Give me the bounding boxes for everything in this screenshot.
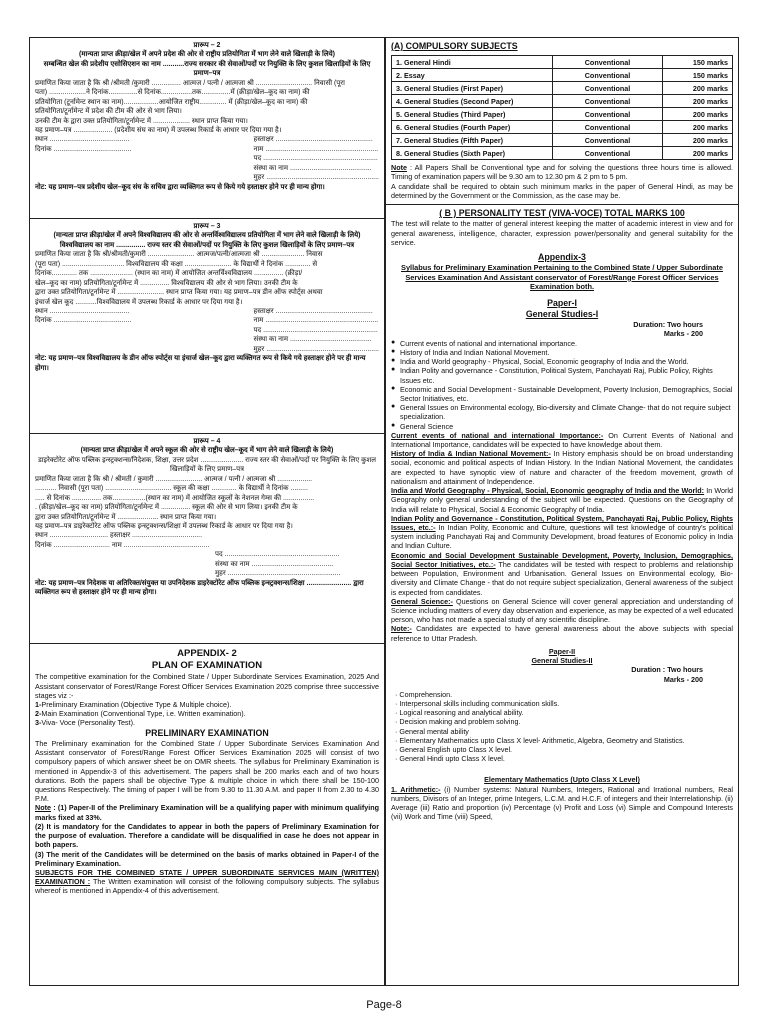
date-name-field: दिनांक ............................. नाम ............................................ bbox=[35, 541, 210, 549]
proforma-3-note: नोट: यह प्रमाण–पत्र विश्वविद्यालय के डीन ऑफ स्पोर्ट्स या इंचार्ज खेल–कूद द्वारा व्यक्तिगत रूप से किये गये हस्ताक्षर होने पर ही मान्य होगा। bbox=[35, 355, 366, 372]
body-line: द्वारा उक्त प्रतियोगिता/टूर्नामेन्ट में ..................... स्थान प्राप्त किया गया। bbox=[35, 513, 217, 521]
proforma-2-body bbox=[35, 79, 379, 136]
proforma-2-note: नोट: यह प्रमाण–पत्र प्रदेशीय खेल–कूद संघ के सचिव द्वारा व्यक्तिगत रूप से किये गये हस्ताक्षर होने पर ही मान्य होगा। bbox=[35, 183, 325, 191]
note-text: : (1) Paper-II of the Preliminary Examination will be a qualifying paper with minimum qualifying marks fixed at 33%. bbox=[35, 803, 379, 822]
subject-type: Conventional bbox=[553, 56, 663, 69]
topic-paragraph bbox=[391, 624, 733, 642]
personality-test-title bbox=[391, 208, 733, 219]
body-line: ........... निवासी (पूरा पता) .................................. स्कूल की कक्षा ............. के विद्यार्थी ने दिनांक ......... bbox=[35, 485, 308, 493]
proforma-4-box bbox=[30, 434, 384, 644]
topic-heading: General Science:- bbox=[391, 596, 453, 606]
subject-name: 2. Essay bbox=[392, 69, 553, 82]
signature-block bbox=[35, 135, 379, 182]
subject-row bbox=[392, 69, 733, 82]
signature-field: हस्ताक्षर .................................................. bbox=[253, 307, 373, 315]
proforma-3-body bbox=[35, 250, 379, 307]
appendix-3-section bbox=[386, 205, 738, 824]
body-line: प्रतियोगिता/टूर्नामेन्ट में प्रदेश की टीम की ओर से भाग लिया। bbox=[35, 108, 182, 116]
body-line: द्वारा उक्त प्रतियोगिता/टूर्नामेन्ट में ........................ स्थान प्राप्त किया गया। यह प्रमाण–पत्र डीन ऑफ स्पोर्ट्स अथवा bbox=[35, 289, 323, 297]
body-line: . (क्रीड़ा/खेल–कूद का नाम) प्रतियोगिता/टूर्नामेन्ट में ............... स्कूल की ओर से भाग लिया। इनकी टीम के bbox=[35, 504, 298, 512]
paper-2-topic-text: Comprehension. bbox=[399, 689, 453, 699]
compulsory-subjects-table bbox=[391, 55, 733, 160]
body-line: इंचार्ज खेल कूद ...........विश्वविद्यालय में उपलब्ध रिकार्ड के आधार पर दिया गया है। bbox=[35, 298, 243, 306]
paper-2-topic bbox=[391, 690, 733, 699]
subject-row bbox=[392, 121, 733, 134]
appendix-2-section bbox=[30, 644, 384, 900]
signature-block bbox=[35, 307, 379, 354]
topic-heading: Economic and Social Development Sustainable Development, Poverty, Inclusion, Demographics, Social Sector Initiatives, etc.:- bbox=[391, 550, 733, 569]
paper-2-topic-text: Elementary Mathematics upto Class X level- Arithmetic, Algebra, Geometry and Statistics. bbox=[399, 735, 685, 745]
personality-test-text: The test will relate to the matter of general interest keeping the matter of academic interest in view and for general awareness, intelligence, character, expression power/personality and general suitability for the service. bbox=[391, 219, 733, 247]
topic-heading: Current events of national and international Importance:- bbox=[391, 430, 604, 440]
body-line: खेल–कूद का नाम) प्रतियोगिता/टूर्नामेन्ट में ............... विश्वविद्यालय की ओर से भाग लिया। उनकी टीम के bbox=[35, 279, 298, 287]
seal-field: मुहर .......................................................... bbox=[215, 570, 341, 578]
topic-heading: Indian Polity and Governance - Constitution, Political System, Panchayati Raj, Public Policy, Rights Issues, etc.:- bbox=[391, 513, 733, 532]
institution-field: संस्था का नाम .......................................... bbox=[253, 336, 372, 344]
topic-paragraph bbox=[391, 486, 733, 514]
right-column bbox=[385, 37, 739, 986]
subject-marks: 200 marks bbox=[663, 121, 733, 134]
topic-paragraph bbox=[391, 514, 733, 551]
topic-bullet: ● History of India and Indian National Movement. bbox=[391, 348, 733, 357]
proforma-2-subheading: सम्बन्धित खेल की प्रदेशीय एसोसिएशन का नाम ...........राज्य सरकार की सेवाओं/पदों पर नियुक्ति के लिए कुशल खिलाड़ियों के लिए प्रमाण–पत्र bbox=[43, 60, 371, 78]
proforma-4-note: नोट: यह प्रमाण–पत्र निदेशक या अतिरिक्त/संयुक्त या उपनिदेशक डाइरेक्टोरेट ऑफ पब्लिक इन्स्ट्रक्शन्स/शिक्षा ....................... द्वारा व्यक्तिगत रूप से हस्ताक्षर होने पर ही मान्य होगा। bbox=[35, 579, 364, 596]
subject-type: Conventional bbox=[553, 95, 663, 108]
appendix-2-title: APPENDIX- 2 bbox=[177, 648, 237, 659]
paper-2-topic-text: General English upto Class X level. bbox=[399, 745, 513, 755]
paper-2-topic-text: General Hindi upto Class X level. bbox=[399, 754, 505, 764]
proforma-3-label: प्रारूप – 3 bbox=[193, 223, 221, 230]
subject-row bbox=[392, 56, 733, 69]
arithmetic-body: (i) Number systems: Natural Numbers, Integers, Rational and Irrational numbers, Real numbers, Divisors of an Integer, prime Integers, L.C.M. and H.C.F. of integers and their Interrelationship. (ii) Average (iii) Ratio and proportion (iv) Percentage (v) Profit and Loss (vi) Simple and Compound Interests (vii) Work and Time (viii) Speed, bbox=[391, 784, 733, 822]
stage-number: 3- bbox=[35, 718, 42, 728]
plan-of-examination-title: PLAN OF EXAMINATION bbox=[151, 660, 263, 672]
subjects-text: The Written examination will consist of the following compulsory subjects. The syllabus whereof is mentioned in Appendix-4 of this advertisement. bbox=[35, 877, 379, 896]
place-date bbox=[35, 307, 131, 354]
paper-2-topic bbox=[391, 745, 733, 754]
preliminary-note-3: (3) The merit of the Candidates will be determined on the basis of marks obtained in Paper-I of the Preliminary Examination. bbox=[35, 849, 379, 868]
note-label: Note bbox=[391, 163, 407, 173]
dash-marker: · bbox=[395, 745, 400, 755]
appendix-2-intro: The competitive examination for the Combined State / Upper Subordinate Services Examination, 2025 And Assistant conservator of Forest/Range Forest Officer Services Examination 2025 comprise three successive stages viz :- bbox=[35, 672, 379, 700]
subject-name: 7. General Studies (Fifth Paper) bbox=[392, 134, 553, 147]
subject-type: Conventional bbox=[553, 108, 663, 121]
body-line: (पूरा पता) ................................ विश्वविद्यालय की कक्षा ........................ के विद्यार्थी ने दिनांक ............. से bbox=[35, 260, 318, 268]
proforma-3-heading: (मान्यता प्राप्त क्रीड़ा/खेल में अपने विश्वविद्यालय की ओर से अन्तर्विश्वविद्यालय प्रतियोगिता में भाग लेने वाले खिलाड़ी के लिये) bbox=[53, 232, 361, 240]
subject-name: 8. General Studies (Sixth Paper) bbox=[392, 147, 553, 160]
body-line: पता) ...................ने दिनांक...............से दिनांक................तक...............में (क्रीड़ा/खेल–कूद का नाम) की bbox=[35, 89, 310, 97]
subject-type: Conventional bbox=[553, 69, 663, 82]
date-field: दिनांक ........................................ bbox=[35, 317, 132, 325]
body-line: उनकी टीम के द्वारा उक्त प्रतियोगिता/टूर्नामेन्ट में ................... स्थान प्राप्त किया गया। bbox=[35, 117, 248, 125]
topic-heading: History of India & Indian National Movement:- bbox=[391, 449, 551, 459]
name-field: नाम .......................................................... bbox=[253, 317, 379, 325]
paper-2-topic bbox=[391, 708, 733, 717]
paper-2-topic bbox=[391, 754, 733, 763]
note-label: Note bbox=[35, 803, 51, 813]
elementary-maths-title: Elementary Mathematics (Upto Class X Level) bbox=[484, 775, 640, 785]
topic-heading: Note:- bbox=[391, 624, 412, 634]
date-field: दिनांक ........................................ bbox=[35, 145, 132, 153]
designation-field: पद ........................................................... bbox=[253, 155, 378, 163]
subject-type: Conventional bbox=[553, 82, 663, 95]
dash-marker: · bbox=[395, 717, 400, 727]
paper-1-topic-list bbox=[391, 339, 733, 431]
paper-2-topic-text: Decision making and problem solving. bbox=[399, 717, 521, 727]
dash-marker: · bbox=[395, 689, 400, 699]
compulsory-note bbox=[391, 163, 733, 181]
general-studies-2-title: General Studies-II bbox=[531, 656, 593, 666]
seal-field: मुहर .......................................................... bbox=[253, 345, 379, 353]
body-line: यह प्रमाण–पत्र .................... (प्रदेशीय संघ का नाम) में उपलब्ध रिकार्ड के आधार पर दिया गया है। bbox=[35, 126, 282, 134]
stage-item bbox=[35, 709, 379, 718]
body-line: प्रतियोगिता (टूर्नामेन्ट स्थान का नाम)..................आयोजित राष्ट्रीय.............. में (क्रीड़ा/खेल–कूद का नाम) की bbox=[35, 98, 308, 106]
topic-paragraph bbox=[391, 551, 733, 597]
general-studies-1-title: General Studies-I bbox=[525, 308, 599, 319]
paper-2-topic bbox=[391, 717, 733, 726]
topic-paragraph bbox=[391, 449, 733, 486]
subject-row bbox=[392, 108, 733, 121]
stage-text: Viva- Voce (Personality Test). bbox=[41, 718, 136, 728]
subject-marks: 200 marks bbox=[663, 95, 733, 108]
subject-name: 3. General Studies (First Paper) bbox=[392, 82, 553, 95]
stage-item bbox=[35, 718, 379, 727]
place-field: स्थान ......................................... bbox=[35, 307, 130, 315]
stage-item bbox=[35, 700, 379, 709]
proforma-4-heading: (मान्यता प्राप्त क्रीड़ा/खेल में अपने स्कूल की ओर से राष्ट्रीय खेल–कूद में भाग लेने वाले खिलाड़ी के लिये) bbox=[80, 447, 334, 455]
institution-field: संस्था का नाम .......................................... bbox=[215, 560, 334, 568]
place-signature-field: स्थान .............................. हस्ताक्षर .................................... bbox=[35, 532, 203, 540]
subjects-heading: SUBJECTS FOR THE COMBINED STATE / UPPER SUBORDINATE SERVICES MAIN (WRITTEN) EXAMINATION : bbox=[35, 867, 379, 887]
compulsory-note-2: A candidate shall be required to obtain such minimum marks in the paper of General Hindi, as may be determined by the Government or the Commission, as the case may be. bbox=[391, 181, 733, 200]
body-line: प्रमाणित किया जाता है कि श्री /श्रीमती /कुमारी ............... आत्मज / पत्नी / आत्मजा श्री ............................. निवासी (पूरा bbox=[35, 79, 345, 87]
institution-field: संस्था का नाम .......................................... bbox=[253, 164, 372, 172]
subject-marks: 200 marks bbox=[663, 82, 733, 95]
preliminary-exam-title: PRELIMINARY EXAMINATION bbox=[145, 727, 269, 738]
topic-text: Questions on General Science will cover general appreciation and understanding of Science including matters of every day observation and experience, as may be expected of a well educated person, who has not made a special study of any scientific discipline. bbox=[391, 596, 733, 625]
subject-row bbox=[392, 82, 733, 95]
paper-1-title: Paper-I bbox=[547, 297, 577, 308]
proforma-2-label: प्रारूप – 2 bbox=[193, 42, 221, 49]
subject-marks: 200 marks bbox=[663, 147, 733, 160]
paper-2-marks: Marks - 200 bbox=[663, 674, 703, 684]
paper-1-topic-details bbox=[391, 431, 733, 643]
topic-heading: India and World Geography - Physical, Social, Economic geography of India and the World: bbox=[391, 486, 705, 496]
note-text: : All Papers Shall be Conventional type and for solving the questions three hours time is allowed. Timing of examination papers will be 9.30 am to 12.30 pm & 2 pm to 5 pm. bbox=[391, 163, 733, 182]
subject-marks: 150 marks bbox=[663, 69, 733, 82]
compulsory-subjects-section bbox=[386, 38, 738, 205]
proforma-4-label: प्रारूप – 4 bbox=[193, 438, 221, 445]
topic-bullet: ● Current events of national and international importance. bbox=[391, 339, 733, 348]
compulsory-subjects-title: (A) COMPULSORY SUBJECTS bbox=[391, 41, 518, 51]
name-field: नाम .......................................................... bbox=[253, 145, 379, 153]
topic-text: In History emphasis should be on broad understanding social, economic and political aspects of Indian History. In the Indian National Movement, the candidates are expected to have synoptic view of nature and character of the freedom movement, growth of nationalism and attainment of Independence. bbox=[391, 449, 734, 486]
paper-2-topic-text: General mental ability bbox=[399, 726, 469, 736]
subject-name: 6. General Studies (Fourth Paper) bbox=[392, 121, 553, 134]
stage-number: 1- bbox=[35, 699, 42, 709]
paper-2-title: Paper-II bbox=[548, 646, 576, 656]
topic-bullet: ● Indian Polity and governance - Constitution, Political System, Panchayati Raj, Public Policy, Rights Issues etc. bbox=[391, 366, 733, 384]
topic-text: Candidates are expected to have general awareness about the above subjects with special reference to Uttar Pradesh. bbox=[391, 624, 733, 643]
topic-bullet: ● General Issues on Environmental ecology, Bio-diversity and Climate Change- that do not require subject specialization. bbox=[391, 403, 733, 421]
place-date bbox=[35, 531, 379, 550]
designation-field: पद ........................................................... bbox=[253, 326, 378, 334]
proforma-4-subheading: डाइरेक्टोरेट ऑफ पब्लिक इन्स्ट्रक्शन्स/निदेशक, शिक्षा, उत्तर प्रदेश ...................... राज्य स्तर की सेवाओं/पदों पर नियुक्ति के लिए कुशल खिलाड़ियों के लिए प्रमाण–पत्र bbox=[37, 456, 377, 474]
signatory-fields bbox=[253, 135, 379, 182]
subject-row bbox=[392, 95, 733, 108]
appendix-3-subtitle: Syllabus for Preliminary Examination Pertaining to the Combined State / Upper Subordinate Services Examination And Assistant conservator of Forest/Range Forest Officer Services Examination both. bbox=[401, 263, 723, 292]
paper-2-topic bbox=[391, 727, 733, 736]
body-line: ..... से दिनांक ............... तक.................(स्थान का नाम) में आयोजित स्कूलों के नेशनल गेम्स की ................ bbox=[35, 494, 315, 502]
dash-marker: · bbox=[395, 735, 400, 745]
paper-2-topic bbox=[391, 699, 733, 708]
subject-name: 4. General Studies (Second Paper) bbox=[392, 95, 553, 108]
personality-test-title-text: ( B ) PERSONALITY TEST (VIVA-VOCE) TOTAL MARKS 100 bbox=[439, 208, 685, 219]
paper-2-topic bbox=[391, 736, 733, 745]
paper-1-duration: Duration: Two hours bbox=[633, 320, 703, 330]
topic-paragraph bbox=[391, 431, 733, 449]
subject-type: Conventional bbox=[553, 134, 663, 147]
signature-field: हस्ताक्षर .................................................. bbox=[253, 136, 373, 144]
dash-marker: · bbox=[395, 754, 400, 764]
proforma-2-box bbox=[30, 38, 384, 219]
proforma-2-heading: (मान्यता प्राप्त क्रीड़ा/खेल में अपने प्रदेश की ओर से राष्ट्रीय प्रतियोगिता में भाग लेने वाले खिलाड़ी के लिये) bbox=[78, 51, 335, 59]
subject-row bbox=[392, 134, 733, 147]
subject-type: Conventional bbox=[553, 121, 663, 134]
signatory-fields bbox=[253, 307, 379, 354]
body-line: प्रमाणित किया जाता है कि श्री / श्रीमती / कुमारी ........................ आत्मज / पत्नी / आत्मजा श्री .................. bbox=[35, 475, 313, 483]
topic-bullet: ● India and World geography - Physical, Social, Economic geography of India and the World. bbox=[391, 357, 733, 366]
proforma-3-box bbox=[30, 219, 384, 434]
topic-text: The candidates will be tested with respect to problems and relationship between Population, Environment and Urbanisation. General Issues on Environmental ecology, Bio-diversity and Climate Change - that do not require subject specialization, General awareness of the subject is expected from candidates. bbox=[391, 559, 734, 597]
stage-text: Preliminary Examination (Objective Type & Multiple choice). bbox=[41, 699, 232, 709]
subject-name: 5. General Studies (Third Paper) bbox=[392, 108, 553, 121]
paper-2-topic-text: Logical reasoning and analytical ability. bbox=[399, 708, 524, 718]
main-exam-subjects bbox=[35, 868, 379, 896]
body-line: प्रमाणित किया जाता है कि श्री/श्रीमती/कुमारी ........................ आत्मज/पत्नी/आत्मजा श्री ...................... निवास bbox=[35, 251, 323, 259]
paper-1-marks: Marks - 200 bbox=[663, 329, 703, 339]
topic-bullet: ● Economic and Social Development - Sustainable Development, Poverty Inclusion, Demographics, Social Sector Initiatives, etc. bbox=[391, 385, 733, 403]
stage-number: 2- bbox=[35, 709, 42, 719]
body-line: यह प्रमाण–पत्र डाइरेक्टोरेट ऑफ पब्लिक इन्स्ट्रक्शन्स/शिक्षा में उपलब्ध रिकार्ड के आधार पर दिया गया है। bbox=[35, 522, 293, 530]
paper-2-topic-text: Interpersonal skills including communication skills. bbox=[399, 698, 560, 708]
left-column bbox=[29, 37, 385, 986]
paper-2-topic-list bbox=[391, 690, 733, 764]
stage-text: Main Examination (Conventional Type, i.e. Written examination). bbox=[41, 709, 246, 719]
topic-bullet: ● General Science bbox=[391, 422, 733, 431]
subject-marks: 200 marks bbox=[663, 134, 733, 147]
place-date bbox=[35, 135, 131, 182]
arithmetic-heading: 1. Arithmetic:- bbox=[391, 784, 441, 794]
preliminary-exam-text: The Preliminary examination for the Combined State / Upper Subordinate Services Examination And Assistant conservator of Forest/Range Forest Officer Services Examination 2025 will consist of two compulsory papers of which answer sheet be on OMR sheets. The syllabus for Preliminary Examination is mentioned in Appendix-3 of this advertisement. The papers shall be 200 marks each and of two hours durations. Both the papers shall be objective Type & multiple choice in which there shall be 150-100 questions Respectively. The timing of paper I will be from 9.30 to 11.30 A.M. and paper II from 2.30 to 4.30 P.M. bbox=[35, 738, 379, 804]
topic-text: In World Geography only general understanding of the subject will be expected. Questions on the Geography of India will relate to Physical, Social & Economic Geography of India. bbox=[391, 486, 733, 514]
paper-2-duration: Duration : Two hours bbox=[631, 665, 703, 675]
subject-type: Conventional bbox=[553, 147, 663, 160]
subject-row bbox=[392, 147, 733, 160]
subject-name: 1. General Hindi bbox=[392, 56, 553, 69]
preliminary-note-1 bbox=[35, 803, 379, 821]
body-line: दिनांक............. तक ...................... (स्थान का नाम) में आयोजित अन्तर्विश्वविद्यालय ............... (क्रीड़ा/ bbox=[35, 270, 303, 278]
dash-marker: · bbox=[395, 708, 400, 718]
signatory-fields bbox=[215, 550, 379, 578]
page-number: Page-8 bbox=[366, 999, 402, 1011]
arithmetic-text bbox=[391, 785, 733, 822]
topic-paragraph bbox=[391, 597, 733, 625]
seal-field: मुहर .......................................................... bbox=[253, 174, 379, 182]
appendix-3-title: Appendix-3 bbox=[538, 252, 586, 263]
subject-marks: 150 marks bbox=[663, 56, 733, 69]
designation-field: पद ........................................................... bbox=[215, 551, 340, 559]
dash-marker: · bbox=[395, 726, 400, 736]
subject-marks: 200 marks bbox=[663, 108, 733, 121]
dash-marker: · bbox=[395, 698, 400, 708]
proforma-3-subheading: विश्वविद्यालय का नाम ............... राज्य स्तर की सेवाओं/पदों पर नियुक्ति के लिए कुशल खिलाड़ियों के लिए प्रमाण–पत्र bbox=[59, 241, 355, 249]
topic-text: On Current Events of National and International Importance, candidates will be expected to have knowledge about them. bbox=[391, 430, 733, 450]
topic-text: In Indian Polity, Economic and Culture, questions will test knowledge of country's political system including Panchayati Raj and Community Development, broad features of Economic policy in India and Indian Culture. bbox=[391, 523, 733, 551]
preliminary-note-2: (2) It is mandatory for the Candidates to appear in both the papers of Preliminary Examination for the purpose of evaluation. Therefore a candidate will be disqualified in case he does not appear in both papers. bbox=[35, 821, 379, 850]
proforma-4-body bbox=[35, 475, 379, 532]
place-field: स्थान ......................................... bbox=[35, 136, 130, 144]
